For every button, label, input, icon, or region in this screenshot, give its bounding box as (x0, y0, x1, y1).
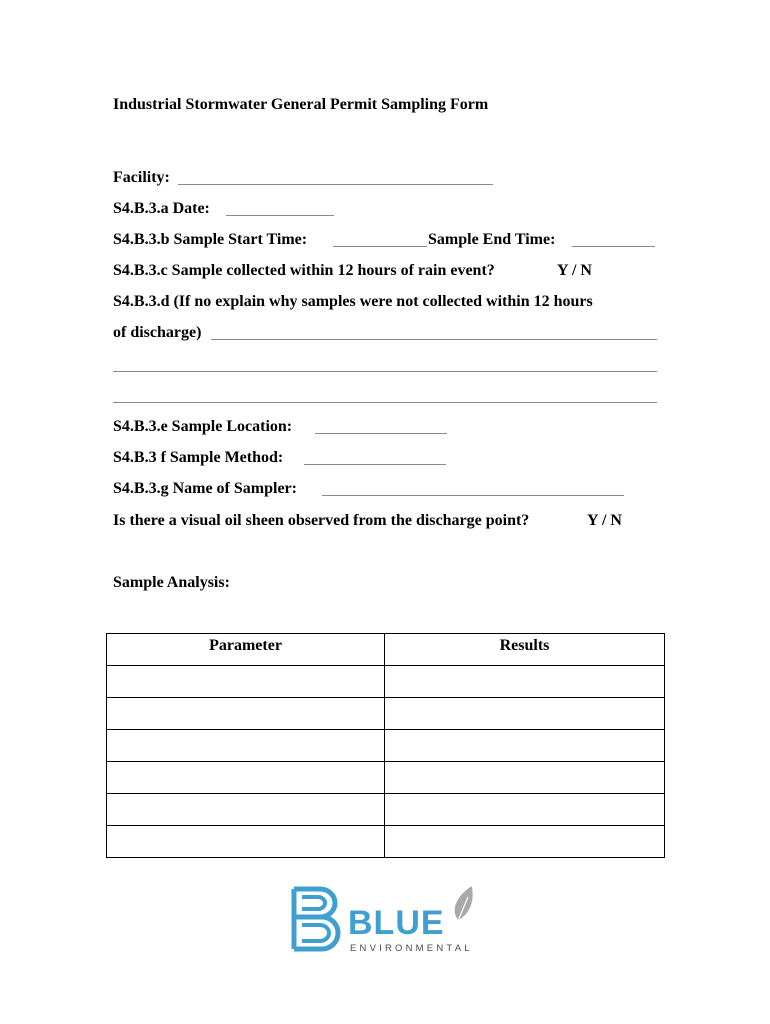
oil-sheen-question: Is there a visual oil sheen observed from the discharge point? (113, 512, 530, 529)
sample-analysis-table (106, 633, 665, 858)
oil-sheen-options[interactable]: Y / N (587, 512, 622, 529)
explain-label-line2: of discharge) (113, 324, 202, 341)
sample-method-field-line[interactable] (304, 464, 446, 465)
sample-start-time-label: S4.B.3.b Sample Start Time: (113, 231, 308, 248)
sample-location-field-line[interactable] (315, 433, 447, 434)
explain-field-line-2[interactable] (113, 371, 657, 372)
parameter-cell[interactable] (107, 698, 385, 730)
table-row (107, 826, 665, 858)
logo-graphic (290, 883, 480, 958)
parameter-column-header: Parameter (107, 634, 385, 666)
table-row (107, 698, 665, 730)
sampler-name-label: S4.B.3.g Name of Sampler: (113, 480, 297, 497)
sample-method-label: S4.B.3 f Sample Method: (113, 449, 284, 466)
sample-start-time-field-line[interactable] (333, 246, 427, 247)
table-row (107, 666, 665, 698)
sampler-name-field-line[interactable] (322, 495, 624, 496)
sample-location-label: S4.B.3.e Sample Location: (113, 418, 293, 435)
blue-environmental-logo (290, 883, 480, 958)
explain-label-line1: S4.B.3.d (If no explain why samples were not collected within 12 hours (113, 293, 593, 310)
results-cell[interactable] (385, 698, 665, 730)
table-row (107, 794, 665, 826)
sample-end-time-field-line[interactable] (572, 246, 655, 247)
parameter-cell[interactable] (107, 666, 385, 698)
sample-analysis-heading: Sample Analysis: (113, 574, 230, 591)
sample-end-time-label: Sample End Time: (428, 231, 556, 248)
table-header-row (107, 634, 665, 666)
explain-field-line-1[interactable] (211, 339, 657, 340)
rain-event-options[interactable]: Y / N (557, 262, 592, 279)
results-cell[interactable] (385, 762, 665, 794)
date-field-line[interactable] (226, 215, 334, 216)
results-cell[interactable] (385, 794, 665, 826)
rain-event-question: S4.B.3.c Sample collected within 12 hours of rain event? (113, 262, 495, 279)
logo-tagline: ENVIRONMENTAL (350, 943, 473, 954)
parameter-cell[interactable] (107, 762, 385, 794)
logo-name: BLUE (348, 904, 445, 942)
form-title: Industrial Stormwater General Permit Sampling Form (113, 96, 489, 113)
explain-field-line-3[interactable] (113, 402, 657, 403)
date-label: S4.B.3.a Date: (113, 200, 210, 217)
results-column-header: Results (385, 634, 665, 666)
facility-field-line[interactable] (178, 184, 493, 185)
results-cell[interactable] (385, 826, 665, 858)
logo-b-mark (294, 889, 338, 949)
table-row (107, 730, 665, 762)
leaf-icon (454, 885, 473, 921)
parameter-cell[interactable] (107, 826, 385, 858)
results-cell[interactable] (385, 730, 665, 762)
facility-label: Facility: (113, 169, 170, 186)
table-row (107, 762, 665, 794)
results-cell[interactable] (385, 666, 665, 698)
parameter-cell[interactable] (107, 794, 385, 826)
parameter-cell[interactable] (107, 730, 385, 762)
